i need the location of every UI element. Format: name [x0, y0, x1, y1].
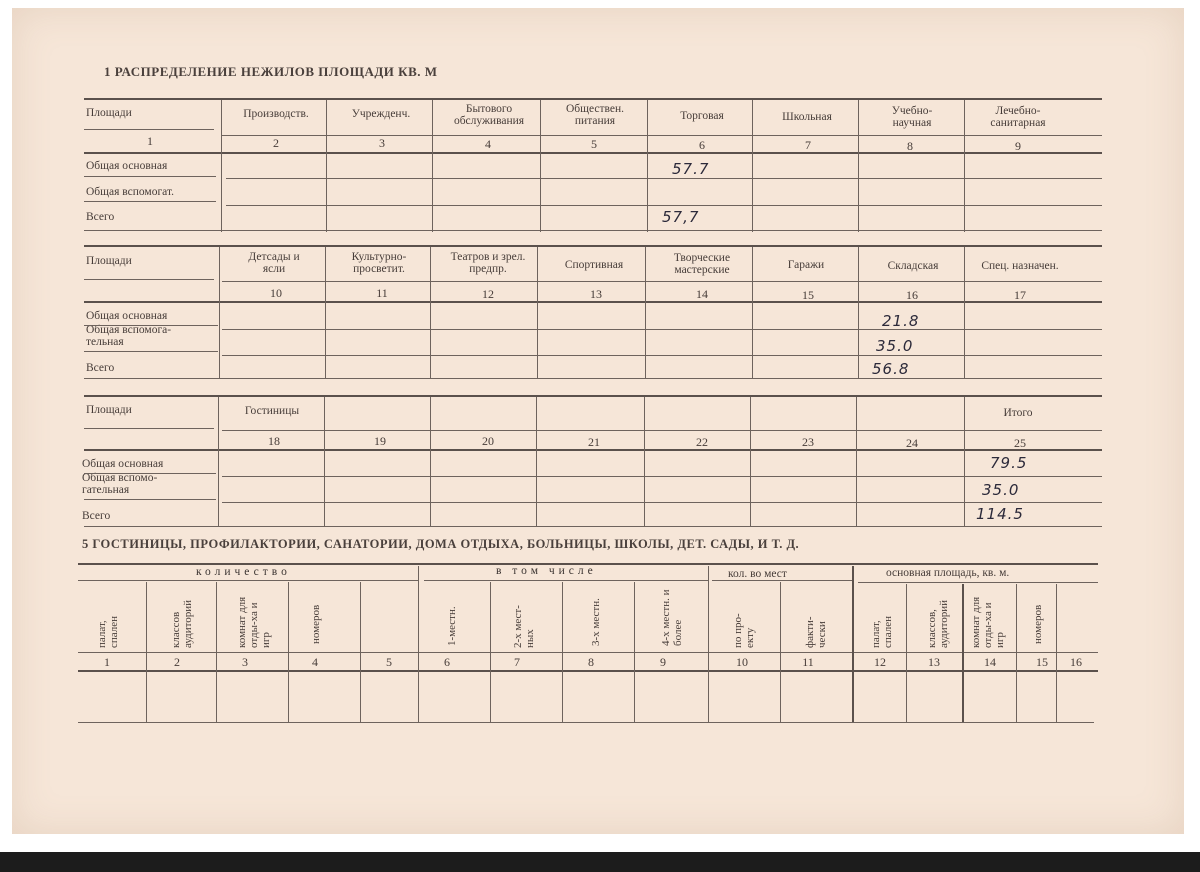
- hw-block3-total: 114.5: [976, 505, 1024, 523]
- rule: [962, 584, 964, 722]
- block2-col-14: Творческие мастерские: [673, 252, 731, 276]
- s5-vh-6: 1-местн.: [446, 606, 458, 646]
- s5-num-9: 9: [660, 655, 666, 669]
- s5-vh-10: по про-екту: [732, 613, 756, 648]
- rule: [326, 100, 327, 232]
- block2-row-total: Всего: [86, 362, 115, 374]
- s5-vh-7: 2-х мест-ных: [512, 605, 536, 648]
- block2-col-10: Детсады и ясли: [248, 251, 300, 275]
- rule: [84, 176, 216, 177]
- group-kolichestvo: количество: [196, 566, 291, 578]
- block3-num-20: 20: [482, 434, 494, 448]
- block2-col-15: Гаражи: [787, 259, 825, 271]
- hw-block1-total: 57,7: [662, 208, 700, 226]
- s5-num-10: 10: [736, 655, 748, 669]
- group-kolvo: кол. во мест: [728, 568, 787, 580]
- s5-vh-4: номеров: [310, 604, 322, 644]
- rule: [537, 247, 538, 379]
- rule: [964, 247, 965, 379]
- group-vtom: в том числе: [496, 565, 597, 577]
- block2-col-16: Складская: [887, 260, 939, 272]
- s5-vh-14: комнат для отды-ха и игр: [970, 596, 1006, 648]
- s5-num-12: 12: [874, 655, 886, 669]
- rule: [858, 100, 859, 232]
- rule: [78, 670, 1098, 672]
- s5-num-16: 16: [1070, 655, 1082, 669]
- rule: [752, 247, 753, 379]
- block1-num-5: 5: [591, 137, 597, 151]
- rule: [430, 247, 431, 379]
- hw-block3-osn: 79.5: [990, 454, 1028, 472]
- scan-edge: [0, 852, 1200, 872]
- rule: [645, 247, 646, 379]
- rule: [430, 397, 431, 527]
- s5-vh-15: номеров: [1032, 604, 1044, 644]
- rule: [84, 449, 1102, 451]
- rule: [222, 135, 1102, 136]
- block2-col-13: Спортивная: [564, 259, 624, 271]
- rule: [418, 566, 419, 722]
- rule: [226, 205, 1102, 206]
- block2-col-17: Спец. назначен.: [981, 260, 1059, 272]
- rule: [1056, 584, 1057, 722]
- rule: [712, 580, 852, 581]
- s5-num-2: 2: [174, 655, 180, 669]
- block3-row-vsp: Общая вспомо-гательная: [82, 472, 158, 496]
- block3-num-21: 21: [588, 435, 600, 449]
- block3-col-25: Итого: [1003, 407, 1033, 419]
- rule: [84, 301, 1102, 303]
- s5-num-13: 13: [928, 655, 940, 669]
- rule: [750, 397, 751, 527]
- s5-vh-11: факти-чески: [804, 616, 828, 648]
- rule: [219, 247, 220, 379]
- s5-vh-12: палат, спален: [870, 615, 894, 648]
- block3-num-23: 23: [802, 435, 814, 449]
- rule: [644, 397, 645, 527]
- s5-num-4: 4: [312, 655, 318, 669]
- rule: [540, 100, 541, 232]
- rule: [222, 281, 1102, 282]
- block2-col-11: Культурно-просветит.: [351, 251, 407, 275]
- block1-col-3: Учрежденч.: [351, 108, 411, 120]
- rule: [78, 580, 418, 581]
- block1-num-7: 7: [805, 138, 811, 152]
- rule: [490, 582, 491, 722]
- rule: [325, 247, 326, 379]
- s5-vh-3: комнат для отды-ха и игр: [236, 596, 272, 648]
- block1-num-1: 1: [147, 134, 153, 148]
- rule: [146, 582, 147, 722]
- rule: [858, 247, 859, 379]
- rule: [856, 397, 857, 527]
- rule: [84, 129, 214, 130]
- block2-num-13: 13: [590, 287, 602, 301]
- rule: [324, 397, 325, 527]
- rule: [424, 580, 708, 581]
- rule: [84, 245, 1102, 247]
- rule: [84, 152, 1102, 154]
- rule: [84, 526, 1102, 527]
- section1-title: 1 РАСПРЕДЕЛЕНИЕ НЕЖИЛОВ ПЛОЩАДИ КВ. М: [104, 64, 438, 79]
- s5-vh-1: палат, спален: [96, 615, 120, 648]
- section5-title: 5 ГОСТИНИЦЫ, ПРОФИЛАКТОРИИ, САНАТОРИИ, ДОМА ОТДЫХА, БОЛЬНИЦЫ, ШКОЛЫ, ДЕТ. САДЫ, И Т. Д.: [82, 537, 800, 551]
- rule: [536, 397, 537, 527]
- rule: [84, 201, 216, 202]
- rule: [288, 582, 289, 722]
- rule: [852, 566, 854, 722]
- block2-num-16: 16: [906, 288, 918, 302]
- block3-row-total: Всего: [82, 510, 111, 522]
- rule: [708, 566, 709, 722]
- block1-num-2: 2: [273, 136, 279, 150]
- s5-num-8: 8: [588, 655, 594, 669]
- rule: [84, 230, 1102, 231]
- rule: [78, 722, 1094, 723]
- rule: [432, 100, 433, 232]
- block1-row-osn: Общая основная: [86, 160, 168, 172]
- rule: [964, 397, 965, 527]
- hw-block2-osn: 21.8: [882, 312, 920, 330]
- rule: [84, 473, 216, 474]
- block1-num-6: 6: [699, 138, 705, 152]
- rule: [84, 378, 1102, 379]
- hw-block2-total: 56.8: [872, 360, 910, 378]
- block2-row-vsp: Общая вспомога-тельная: [86, 324, 172, 348]
- rule: [226, 178, 1102, 179]
- block3-row-osn: Общая основная: [82, 458, 164, 470]
- block1-col-5: Обществен. питания: [565, 103, 625, 127]
- block1-num-3: 3: [379, 136, 385, 150]
- rule: [78, 652, 1098, 653]
- rule: [221, 100, 222, 232]
- block1-num-4: 4: [485, 137, 491, 151]
- rule: [906, 584, 907, 722]
- rule: [647, 100, 648, 232]
- rule: [562, 582, 563, 722]
- s5-num-6: 6: [444, 655, 450, 669]
- rule: [222, 502, 1102, 503]
- rule: [84, 428, 214, 429]
- s5-num-1: 1: [104, 655, 110, 669]
- block3-num-24: 24: [906, 436, 918, 450]
- s5-num-14: 14: [984, 655, 996, 669]
- rule: [752, 100, 753, 232]
- block2-row-osn: Общая основная: [86, 310, 168, 322]
- s5-vh-9: 4-х местн. и более: [660, 589, 684, 646]
- block1-col-4: Бытового обслуживания: [453, 103, 525, 127]
- rule: [84, 499, 216, 500]
- rule: [222, 476, 1102, 477]
- hw-block3-vsp: 35.0: [982, 481, 1020, 499]
- rule: [858, 582, 1098, 583]
- block1-col-7: Школьная: [782, 111, 832, 123]
- block2-num-11: 11: [376, 286, 388, 300]
- block1-label-header: Площади: [86, 107, 132, 119]
- block2-num-17: 17: [1014, 288, 1026, 302]
- block2-col-12: Театров и зрел. предпр.: [450, 251, 526, 275]
- block1-row-total: Всего: [86, 211, 115, 223]
- block2-num-12: 12: [482, 287, 494, 301]
- block3-col-18: Гостиницы: [244, 405, 300, 417]
- rule: [1016, 584, 1017, 722]
- rule: [84, 279, 214, 280]
- s5-num-7: 7: [514, 655, 520, 669]
- rule: [84, 98, 1102, 100]
- rule: [84, 351, 218, 352]
- block1-col-9: Лечебно-санитарная: [990, 105, 1046, 129]
- group-osn: основная площадь, кв. м.: [886, 567, 1010, 579]
- block2-num-15: 15: [802, 288, 814, 302]
- block1-row-vsp: Общая вспомогат.: [86, 186, 175, 198]
- rule: [964, 100, 965, 232]
- s5-num-3: 3: [242, 655, 248, 669]
- rule: [222, 355, 1102, 356]
- s5-num-5: 5: [386, 655, 392, 669]
- block1-col-6: Торговая: [680, 110, 724, 122]
- s5-vh-8: 3-х местн.: [590, 598, 602, 646]
- hw-block2-vsp: 35.0: [876, 337, 914, 355]
- rule: [634, 582, 635, 722]
- rule: [222, 430, 1102, 431]
- s5-vh-13: классов, аудиторий: [926, 599, 950, 648]
- rule: [216, 582, 217, 722]
- block2-num-10: 10: [270, 286, 282, 300]
- block2-num-14: 14: [696, 287, 708, 301]
- paper-sheet: [12, 8, 1184, 834]
- rule: [218, 397, 219, 527]
- s5-vh-2: классов аудиторий: [170, 599, 194, 648]
- rule: [84, 395, 1102, 397]
- block3-label-header: Площади: [86, 404, 132, 416]
- rule: [84, 325, 218, 326]
- block2-label-header: Площади: [86, 255, 132, 267]
- block1-num-8: 8: [907, 139, 913, 153]
- scan-margin: [0, 834, 1200, 852]
- block3-num-22: 22: [696, 435, 708, 449]
- rule: [780, 582, 781, 722]
- block1-col-2: Производств.: [243, 108, 309, 120]
- rule: [360, 582, 361, 722]
- rule: [222, 329, 1102, 330]
- block1-col-8: Учебно-научная: [891, 105, 933, 129]
- block3-num-19: 19: [374, 434, 386, 448]
- block3-num-25: 25: [1014, 436, 1026, 450]
- s5-num-15: 15: [1036, 655, 1048, 669]
- block3-num-18: 18: [268, 434, 280, 448]
- block1-num-9: 9: [1015, 139, 1021, 153]
- hw-block1-osn: 57.7: [672, 160, 710, 178]
- s5-num-11: 11: [802, 655, 814, 669]
